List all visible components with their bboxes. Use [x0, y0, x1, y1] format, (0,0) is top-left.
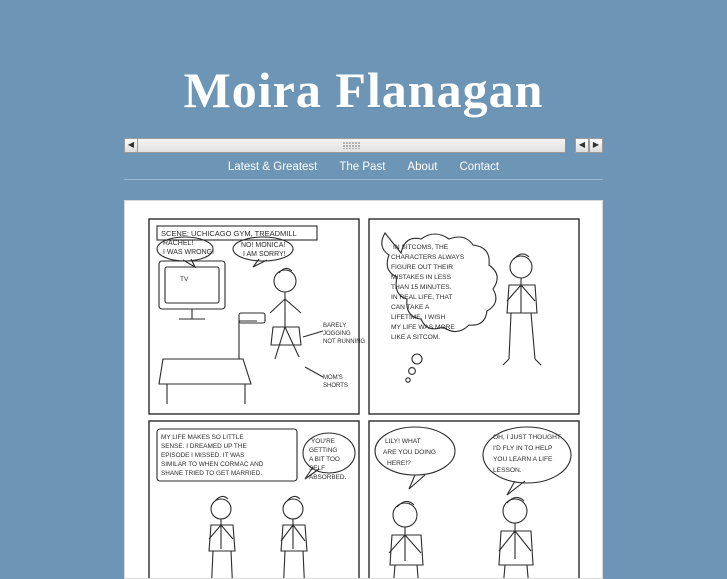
svg-text:IN REAL LIFE, THAT: IN REAL LIFE, THAT	[391, 293, 453, 301]
svg-text:BARELY: BARELY	[323, 322, 347, 329]
svg-text:SIMILAR TO WHEN CORMAC AND: SIMILAR TO WHEN CORMAC AND	[161, 460, 264, 468]
content-panel	[124, 200, 603, 579]
svg-text:FIGURE OUT THEIR: FIGURE OUT THEIR	[391, 263, 454, 271]
svg-text:LIKE A SITCOM.: LIKE A SITCOM.	[391, 333, 441, 341]
svg-text:IN SITCOMS, THE: IN SITCOMS, THE	[393, 243, 449, 251]
svg-text:HERE!?: HERE!?	[387, 459, 411, 467]
main-navigation	[124, 155, 603, 180]
scroll-track[interactable]	[138, 138, 565, 153]
svg-text:OH, I JUST THOUGHT: OH, I JUST THOUGHT	[493, 433, 561, 441]
svg-text:MOM'S: MOM'S	[323, 374, 343, 381]
svg-text:LILY! WHAT: LILY! WHAT	[385, 437, 421, 445]
svg-text:ABSORBED.: ABSORBED.	[309, 473, 347, 481]
svg-text:MY LIFE WAS MORE: MY LIFE WAS MORE	[391, 323, 455, 331]
previous-page-button[interactable]: ◀	[575, 138, 589, 153]
svg-text:NOT RUNNING: NOT RUNNING	[323, 338, 366, 345]
svg-text:RACHEL!: RACHEL!	[163, 239, 194, 247]
svg-text:CAN TAKE A: CAN TAKE A	[391, 303, 430, 311]
svg-text:NO! MONICA!: NO! MONICA!	[241, 241, 286, 249]
panel-1-caption: SCENE: UCHICAGO GYM, TREADMILL	[161, 228, 297, 238]
svg-text:A BIT TOO: A BIT TOO	[309, 455, 340, 463]
svg-text:SENSE. I DREAMED UP THE: SENSE. I DREAMED UP THE	[161, 442, 247, 450]
svg-text:I'D FLY IN TO HELP: I'D FLY IN TO HELP	[493, 444, 553, 452]
svg-text:JOGGING: JOGGING	[323, 330, 351, 337]
svg-text:GETTING: GETTING	[309, 446, 338, 454]
svg-text:I WAS WRONG!: I WAS WRONG!	[163, 248, 215, 256]
menu-item-the-past[interactable]: The Past	[339, 160, 386, 173]
page-root	[0, 34, 727, 579]
svg-text:SHANE TRIED TO GET MARRIED.: SHANE TRIED TO GET MARRIED.	[161, 469, 263, 477]
svg-text:SHORTS: SHORTS	[323, 382, 348, 389]
menu-item-about[interactable]: About	[407, 160, 438, 173]
menu-item-contact[interactable]: Contact	[459, 160, 500, 173]
horizontal-scrollbar[interactable]	[124, 138, 603, 153]
page-title: Moira Flanagan	[183, 61, 544, 118]
scrollbar-spacer	[565, 138, 575, 153]
menu-item-latest-and-greatest[interactable]: Latest & Greatest	[227, 160, 318, 173]
next-page-button[interactable]: ▶	[589, 138, 603, 153]
svg-text:EPISODE I MISSED. IT WAS: EPISODE I MISSED. IT WAS	[161, 451, 245, 459]
menu-list	[228, 161, 499, 173]
svg-text:I AM SORRY!: I AM SORRY!	[243, 250, 286, 258]
svg-text:THAN 15 MINUTES.: THAN 15 MINUTES.	[391, 283, 452, 291]
svg-text:ARE YOU DOING: ARE YOU DOING	[383, 448, 437, 456]
scroll-left-button[interactable]: ◀	[124, 138, 138, 153]
svg-text:LESSON.: LESSON.	[493, 466, 522, 474]
scroll-thumb-grip-icon[interactable]	[343, 142, 361, 149]
svg-text:TV: TV	[180, 275, 189, 283]
svg-text:MY LIFE MAKES SO LITTLE: MY LIFE MAKES SO LITTLE	[161, 433, 244, 441]
svg-text:SELF: SELF	[309, 464, 325, 472]
svg-text:CHARACTERS ALWAYS: CHARACTERS ALWAYS	[391, 253, 465, 261]
svg-text:YOU'RE: YOU'RE	[311, 437, 335, 445]
svg-text:MISTAKES IN LESS: MISTAKES IN LESS	[391, 273, 451, 281]
svg-text:YOU LEARN A LIFE: YOU LEARN A LIFE	[493, 455, 553, 463]
svg-text:LIFETIME. I WISH: LIFETIME. I WISH	[391, 313, 446, 321]
comic-strip-image[interactable]	[133, 209, 594, 579]
